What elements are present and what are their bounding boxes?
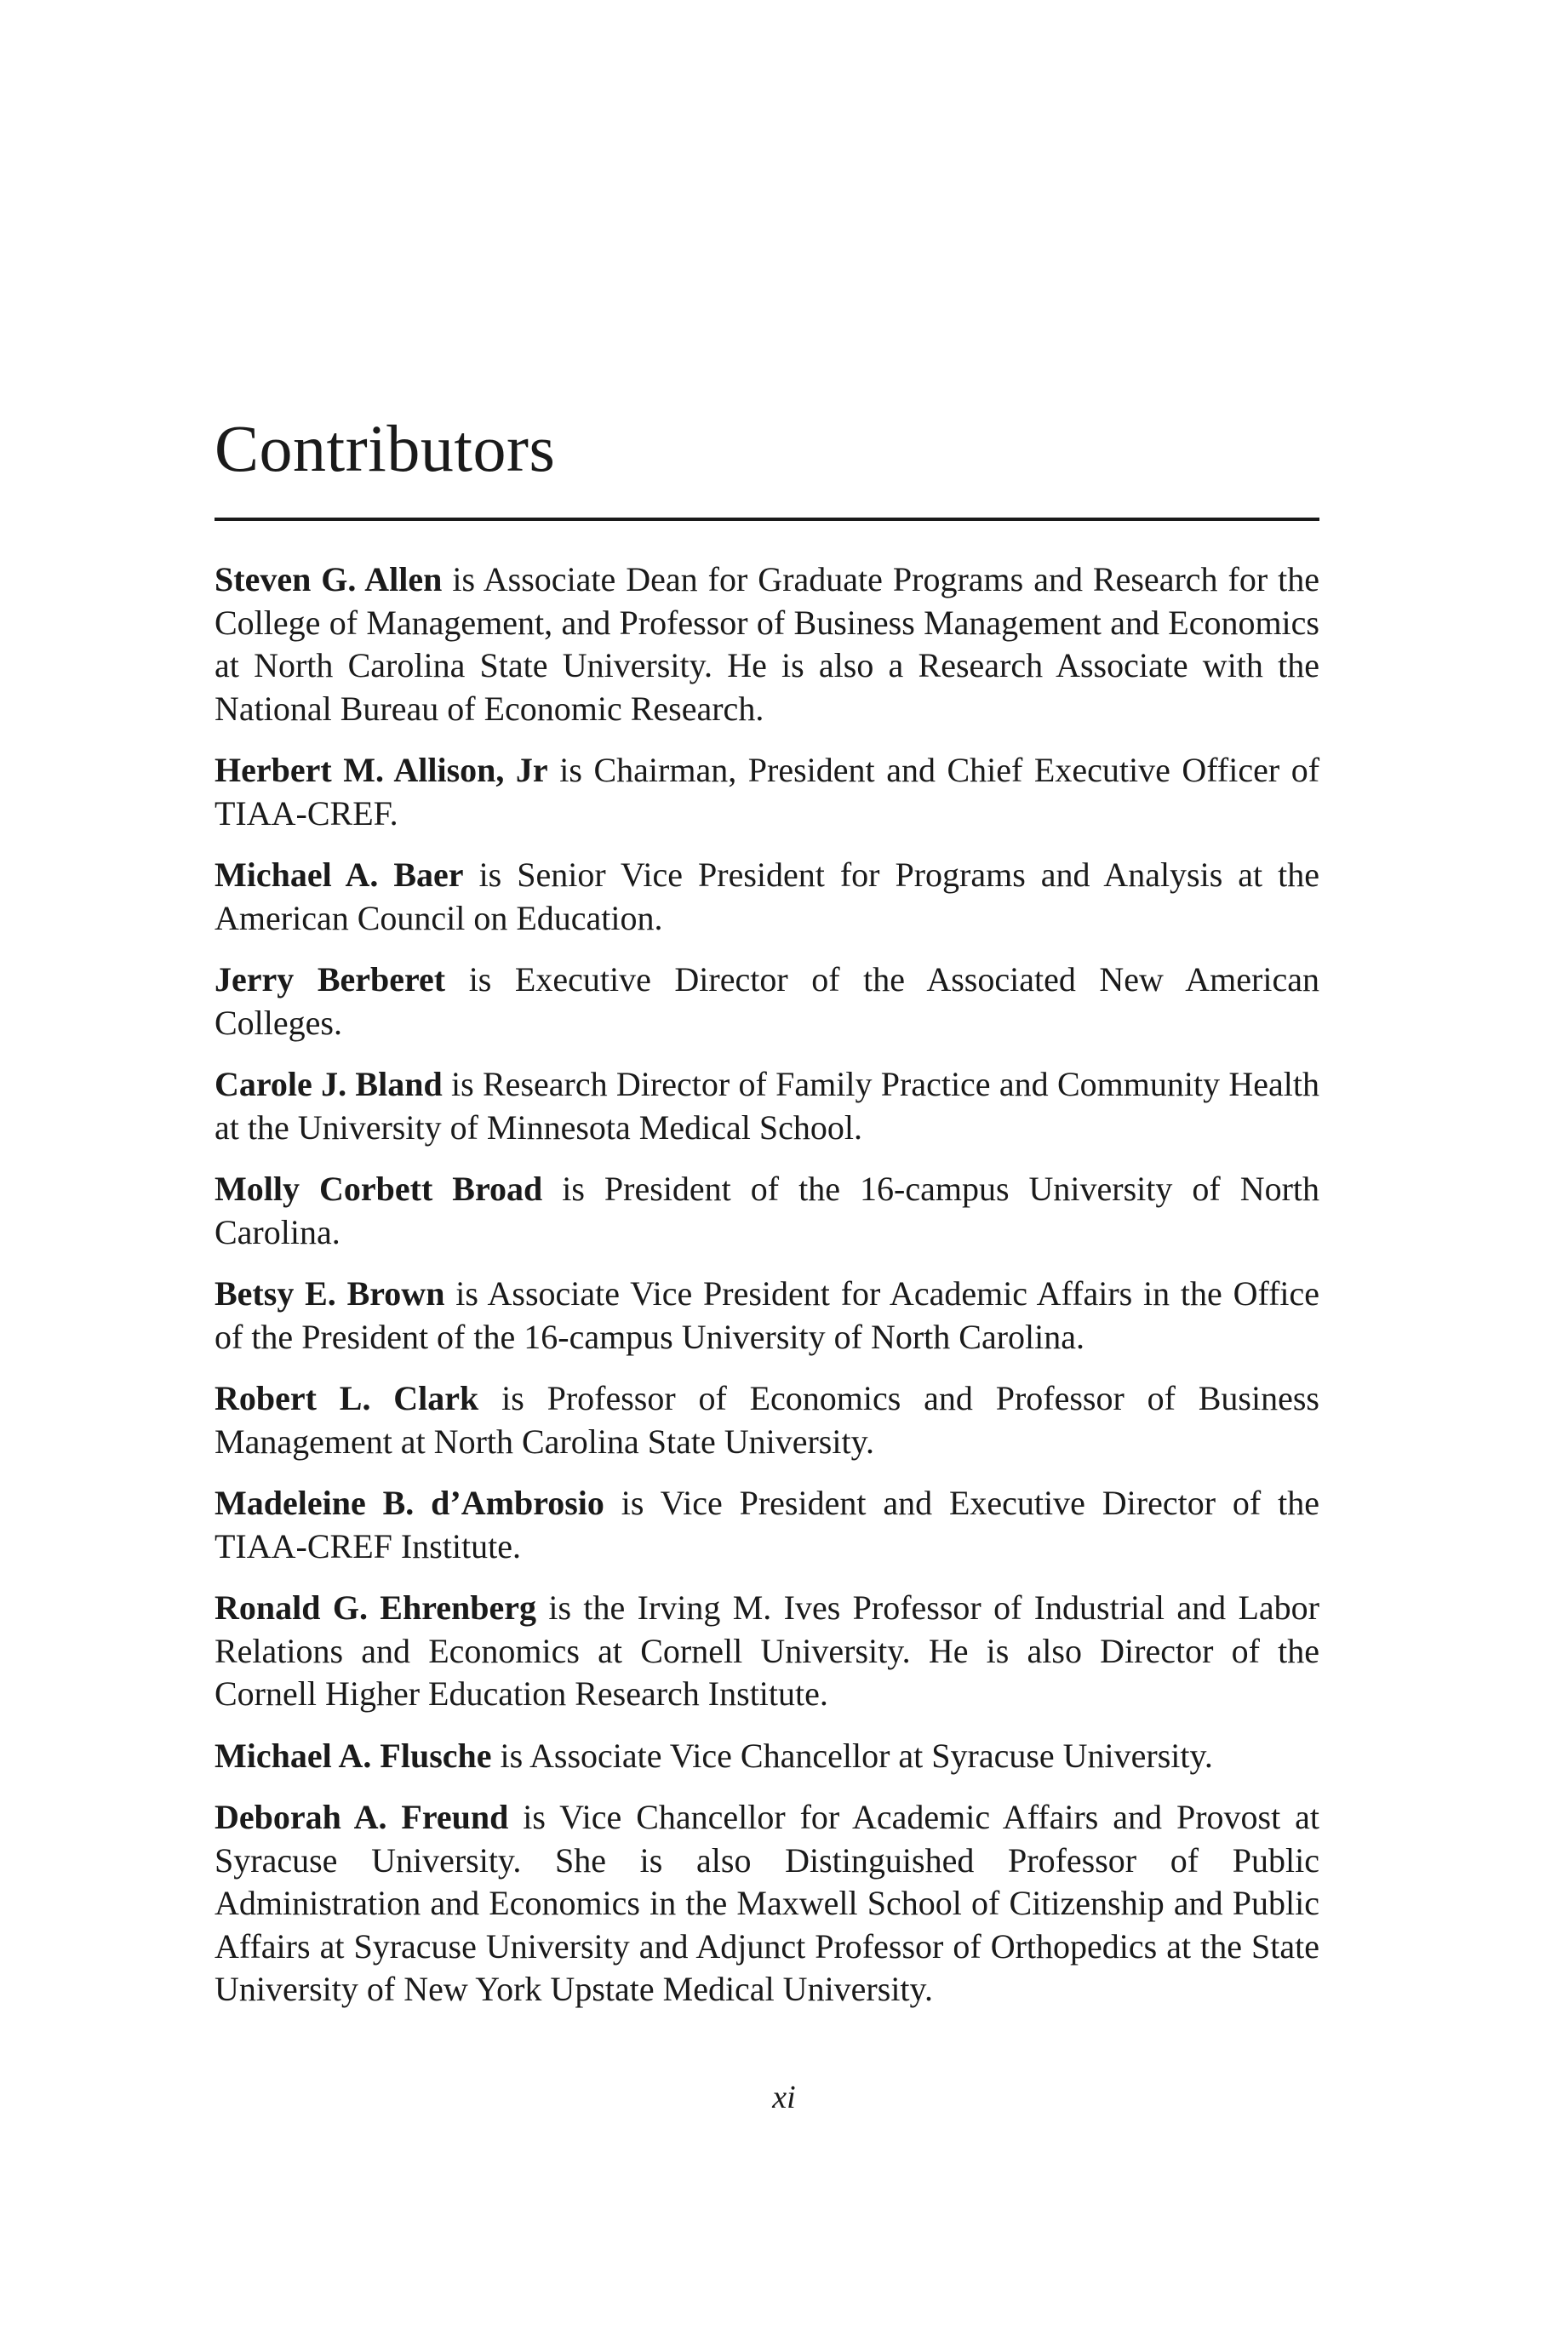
contributor-name: Michael A. Baer (215, 856, 464, 894)
contributor-name: Ronald G. Ehrenberg (215, 1588, 537, 1627)
contributor-entry (215, 959, 1319, 1044)
contributor-bio: is President of the 16-campus University of North Carolina. (215, 1170, 1320, 1251)
contributor-name: Madeleine B. d’Ambrosio (215, 1484, 604, 1522)
contributor-entry (215, 1063, 1319, 1149)
contributor-name: Michael A. Flusche (215, 1736, 492, 1775)
contributor-entry (215, 1377, 1319, 1463)
contributors-page (215, 411, 1320, 2030)
contributor-bio: is Vice Chancellor for Academic Affairs and Provost at Syracuse University. She is also Distinguished Professor of Public Administration and Economics in the Maxwell School of Citizenship and Public Affairs at Syracuse University and Adjunct Professor of Orthopedics at the State University of New York Upstate Medical University. (215, 1798, 1319, 2008)
contributor-name: Herbert M. Allison, Jr (215, 751, 548, 789)
contributor-bio: is Senior Vice President for Programs and Analysis at the American Council on Education. (215, 856, 1320, 937)
contributor-entry (215, 1796, 1319, 2012)
contributor-bio: is Associate Vice Chancellor at Syracuse University. (500, 1736, 1213, 1775)
contributor-name: Steven G. Allen (215, 560, 443, 598)
contributor-entry (215, 1735, 1319, 1778)
contributor-name: Carole J. Bland (215, 1065, 443, 1103)
contributor-entry (215, 1587, 1319, 1716)
page-title: Contributors (215, 411, 556, 485)
contributor-name: Jerry Berberet (215, 960, 446, 999)
page-number: xi (772, 2080, 796, 2115)
contributor-entry (215, 558, 1319, 730)
contributor-entry (215, 1168, 1319, 1254)
contributor-entry (215, 1273, 1319, 1359)
contributor-bio: is Chairman, President and Chief Executive Officer of TIAA-CREF. (215, 751, 1320, 833)
contributor-entry (215, 854, 1319, 940)
contributor-name: Deborah A. Freund (215, 1798, 509, 1836)
contributor-entry (215, 1482, 1319, 1568)
contributor-bio: is Research Director of Family Practice and Community Health at the University of Minnesota Medical School. (215, 1065, 1320, 1147)
contributor-entry (215, 749, 1319, 835)
contributor-bio: is the Irving M. Ives Professor of Industrial and Labor Relations and Economics at Cornell University. He is also Director of the Cornell Higher Education Research Institute. (215, 1588, 1319, 1713)
contributor-bio: is Associate Vice President for Academic Affairs in the Office of the President of the 16-campus University of North Carolina. (215, 1274, 1320, 1356)
contributor-name: Molly Corbett Broad (215, 1170, 543, 1208)
contributor-bio: is Professor of Economics and Professor of Business Management at North Carolina State University. (215, 1379, 1319, 1461)
contributor-name: Betsy E. Brown (215, 1274, 445, 1313)
contributor-bio: is Vice President and Executive Director of the TIAA-CREF Institute. (215, 1484, 1319, 1565)
contributor-bio: is Associate Dean for Graduate Programs and Research for the College of Management, and Professor of Business Management and Economics at North Carolina State University. He is also a Research Associate with the National Bureau of Economic Research. (215, 560, 1320, 728)
contributor-bio: is Executive Director of the Associated New American Colleges. (215, 960, 1319, 1042)
title-rule (215, 518, 1319, 521)
contributor-list (215, 558, 1319, 2012)
contributor-name: Robert L. Clark (215, 1379, 479, 1417)
